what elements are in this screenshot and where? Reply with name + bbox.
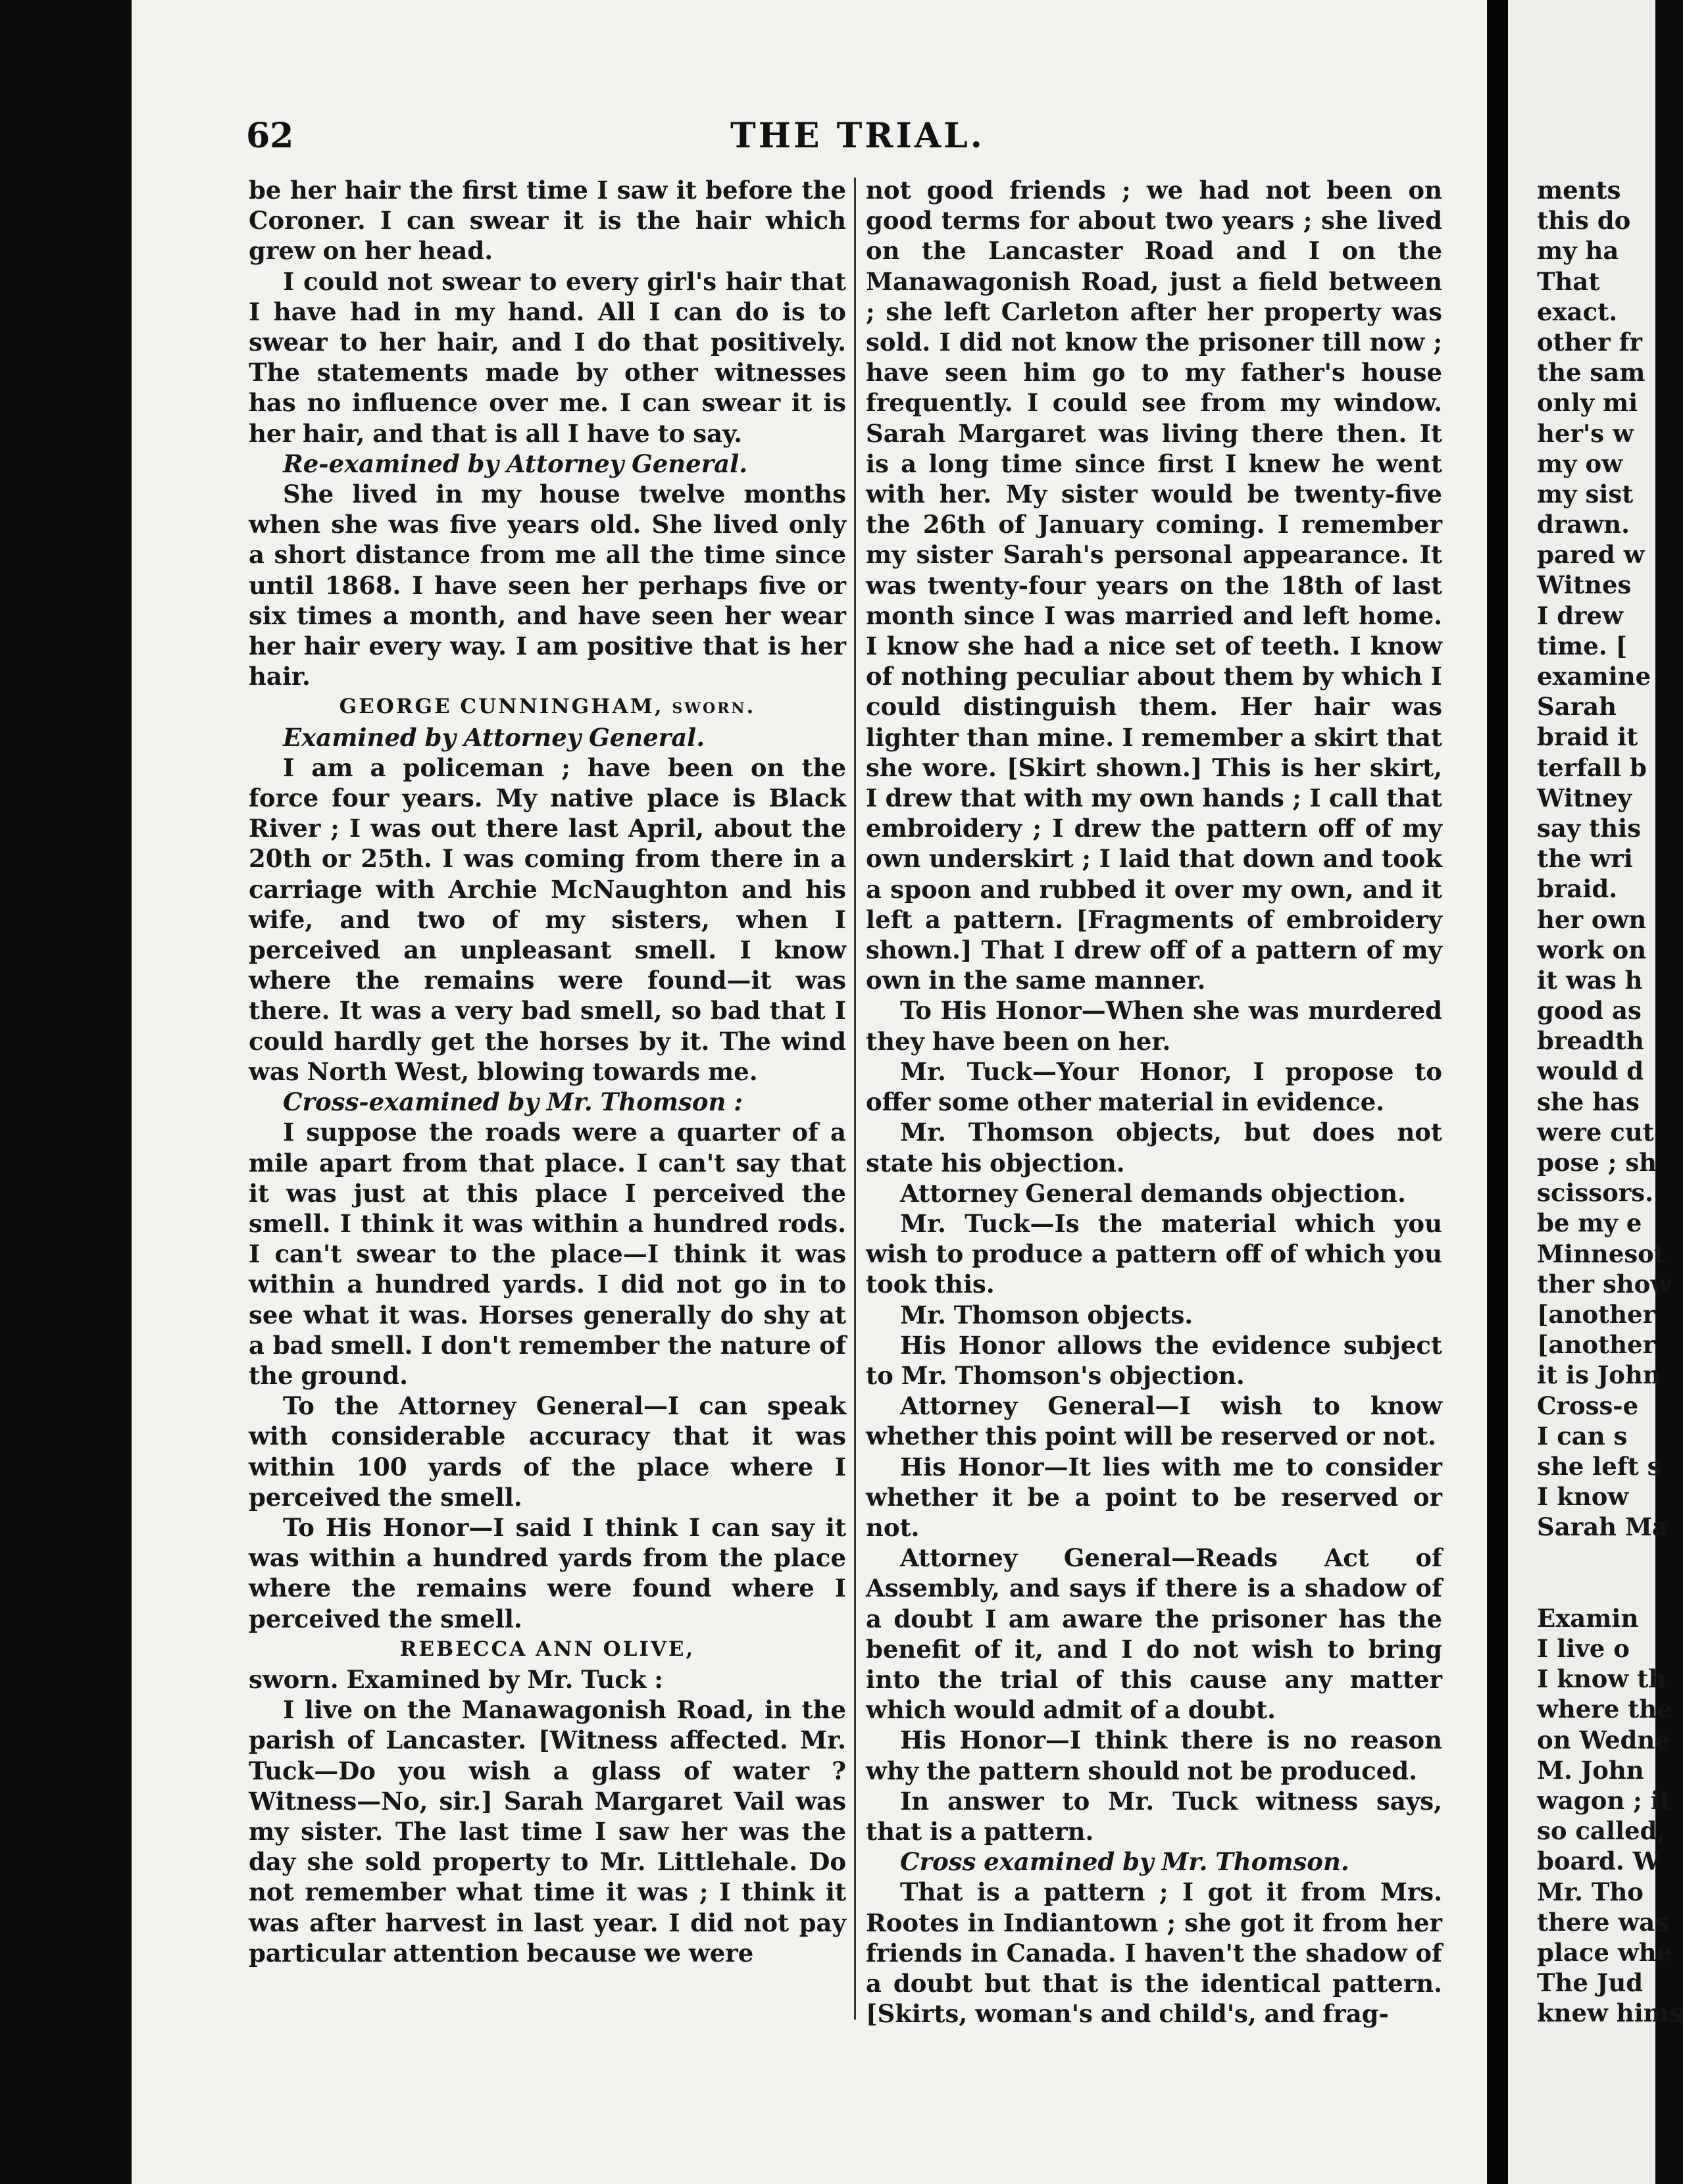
fragment-line: her's w	[1537, 418, 1634, 448]
paragraph: I live on the Manawagonish Road, in the parish of Lancaster. [Witness affected. Mr. Tuck—Do you wish a glass of water ? Witness—No, sir.] Sarah Margaret Vail was my sister. The last time I saw her was the day she sold property to Mr. Littlehale. Do not remember what time it was ; I think it was after harvest in last year. I did not pay particular attention because we were	[249, 1695, 846, 1968]
examination-heading: Re-examined by Attorney General.	[283, 449, 748, 478]
paragraph: His Honor—I think there is no reason why the pattern should not be produced.	[866, 1725, 1442, 1785]
fragment-line: my ow	[1537, 449, 1623, 478]
fragment-line: knew hims	[1537, 1998, 1683, 2028]
examination-heading: Cross-examined by Mr. Thomson :	[283, 1087, 743, 1117]
fragment-line: Mr. Tho	[1537, 1877, 1644, 1906]
paragraph: sworn. Examined by Mr. Tuck :	[249, 1664, 663, 1694]
fragment-line: her own	[1537, 905, 1647, 934]
examination-heading: Examined by Attorney General.	[283, 722, 705, 752]
text-column-right	[866, 175, 1442, 2148]
fragment-line: Sarah Ma	[1537, 1512, 1668, 1542]
fragment-line: place whe	[1537, 1937, 1672, 1967]
paragraph: His Honor allows the evidence subject to Mr. Thomson's objection.	[866, 1330, 1442, 1390]
paragraph: I suppose the roads were a quarter of a mile apart from that place. I can't say that it was just at this place I perceived the smell. I think it was within a hundred rods. I can't swear to the place—I think it was within a hundred yards. I did not go in to see what it was. Horses generally do shy at a bad smell. I don't remember the nature of the ground.	[249, 1118, 846, 1390]
paragraph: Mr. Tuck—Your Honor, I propose to offer some other material in evidence.	[866, 1056, 1442, 1117]
fragment-line: say this	[1537, 813, 1642, 843]
paragraph: Mr. Thomson objects, but does not state his objection.	[866, 1118, 1442, 1178]
fragment-line: The Jud	[1537, 1968, 1644, 1998]
paragraph: His Honor—It lies with me to consider whether it be a point to be reserved or not.	[866, 1452, 1442, 1542]
fragment-line: were cut	[1537, 1117, 1654, 1147]
fragment-line: the sam	[1537, 358, 1645, 387]
fragment-line: this do	[1537, 206, 1631, 236]
fragment-line: ments	[1537, 176, 1621, 205]
fragment-line: I know th	[1537, 1664, 1667, 1694]
fragment-line: my ha	[1537, 236, 1619, 266]
fragment-line: breadth	[1537, 1026, 1644, 1056]
paragraph: To His Honor—When she was murdered they have been on her.	[866, 996, 1442, 1056]
fragment-line: on Wedne	[1537, 1725, 1670, 1754]
facing-page-fragment	[1508, 0, 1683, 2184]
text-column-left	[249, 175, 846, 2148]
paragraph: That is a pattern ; I got it from Mrs. Rootes in Indiantown ; she got it from her friends in Canada. I haven't the shadow of a doubt but that is the identical pattern. [Skirts, woman's and child's, and frag-	[866, 1877, 1442, 2029]
paragraph: To His Honor—I said I think I can say it was within a hundred yards from the place where the remains were found where I perceived the smell.	[249, 1512, 846, 1633]
fragment-line	[1537, 1542, 1669, 1572]
fragment-line: braid it	[1537, 722, 1638, 752]
running-head: THE TRIAL.	[730, 116, 985, 156]
column-divider	[854, 178, 856, 2020]
facing-page-text	[1537, 175, 1683, 2148]
fragment-line: it is John	[1537, 1360, 1661, 1390]
examination-heading: Cross examined by Mr. Thomson.	[900, 1847, 1349, 1877]
fragment-line: it was h	[1537, 965, 1643, 995]
fragment-line: scissors.	[1537, 1178, 1653, 1208]
fragment-line: [another	[1537, 1299, 1656, 1329]
fragment-line: time. [	[1537, 631, 1628, 660]
paragraph: In answer to Mr. Tuck witness says, that is a pattern.	[866, 1786, 1442, 1846]
fragment-line: M. John	[1537, 1755, 1644, 1785]
fragment-line: she has	[1537, 1087, 1640, 1116]
fragment-line: braid.	[1537, 874, 1618, 904]
fragment-line: Witney	[1537, 783, 1632, 812]
fragment-line: other fr	[1537, 327, 1642, 357]
paragraph: be her hair the first time I saw it before the Coroner. I can swear it is the hair which grew on her head.	[249, 176, 846, 266]
fragment-line: the wri	[1537, 844, 1633, 874]
paragraph: Attorney General demands objection.	[900, 1178, 1406, 1208]
fragment-line: wagon ; it	[1537, 1785, 1671, 1815]
page-gutter	[1488, 0, 1508, 2184]
fragment-line: my sist	[1537, 479, 1634, 509]
fragment-line: ther show	[1537, 1269, 1672, 1299]
fragment-line: there was	[1537, 1907, 1669, 1937]
fragment-line: work on	[1537, 935, 1647, 964]
fragment-line: I live o	[1537, 1634, 1630, 1663]
paragraph: I am a policeman ; have been on the force four years. My native place is Black River ; I was out there last April, about the 20th or 25th. I was coming from there in a carriage with Archie McNaughton and his wife, and two of my sisters, when I perceived an unpleasant smell. I know where the remains were found—it was there. It was a very bad smell, so bad that I could hardly get the horses by it. The wind was North West, blowing towards me.	[249, 753, 846, 1086]
fragment-line	[1537, 1573, 1669, 1603]
fragment-line: board. W	[1537, 1847, 1661, 1876]
page-number: 62	[246, 116, 294, 156]
fragment-line: Minnesot	[1537, 1239, 1665, 1268]
fragment-line: Sarah	[1537, 692, 1617, 722]
fragment-line: I know	[1537, 1482, 1629, 1512]
paragraph: I could not swear to every girl's hair that I have had in my hand. All I can do is to swear to her hair, and I do that positively. The statements made by other witnesses has no influence over me. I can swear it is her hair, and that is all I have to say.	[249, 266, 846, 448]
fragment-line: pared w	[1537, 540, 1645, 570]
fragment-line: would d	[1537, 1056, 1644, 1086]
fragment-line: terfall b	[1537, 753, 1647, 782]
paragraph: Mr. Tuck—Is the material which you wish to produce a pattern off of which you took this.	[866, 1208, 1442, 1299]
fragment-line: good as	[1537, 996, 1642, 1026]
paragraph: Mr. Thomson objects.	[900, 1300, 1193, 1329]
fragment-line: [another	[1537, 1330, 1656, 1360]
fragment-line: be my e	[1537, 1208, 1642, 1238]
witness-heading: GEORGE CUNNINGHAM, sworn.	[339, 695, 756, 719]
witness-heading: REBECCA ANN OLIVE,	[399, 1637, 695, 1661]
fragment-line: pose ; sh	[1537, 1148, 1657, 1177]
paragraph: not good friends ; we had not been on good terms for about two years ; she lived on the Lancaster Road and I on the Manawagonish Road, just a field between ; she left Carleton after her property was sold. I did not know the prisoner till now ; have seen him go to my father's house frequently. I could see from my window. Sarah Margaret was living there then. It is a long time since first I knew he went with her. My sister would be twenty-five the 26th of January coming. I remember my sister Sarah's personal appearance. It was twenty-four years on the 18th of last month since I was married and left home. I know she had a nice set of teeth. I know of nothing peculiar about them by which I could distinguish them. Her hair was lighter than mine. I remember a skirt that she wore. [Skirt shown.] This is her skirt, I drew that with my own hands ; I call that embroidery ; I drew the pattern off of my own underskirt ; I laid that down and took a spoon and rubbed it over my own, and it left a pattern. [Fragments of embroidery shown.] That I drew off of a pattern of my own in the same manner.	[866, 176, 1442, 995]
fragment-line: Examin	[1537, 1603, 1639, 1633]
fragment-line: so called,	[1537, 1816, 1666, 1846]
fragment-line: exact.	[1537, 297, 1618, 326]
paragraph: To the Attorney General—I can speak with considerable accuracy that it was within 100 yards of the place where I perceived the smell.	[249, 1391, 846, 1512]
fragment-line: she left s	[1537, 1451, 1661, 1481]
fragment-line: I can s	[1537, 1421, 1628, 1451]
fragment-line: I drew	[1537, 601, 1623, 630]
fragment-line: only mi	[1537, 388, 1638, 418]
fragment-line: Witnes	[1537, 570, 1632, 600]
fragment-line: Cross-e	[1537, 1391, 1639, 1420]
fragment-line: That	[1537, 266, 1600, 296]
fragment-line: examine	[1537, 662, 1651, 691]
paragraph: Attorney General—Reads Act of Assembly, and says if there is a shadow of a doubt I am aware the prisoner has the benefit of it, and I do not wish to bring into the trial of this cause any matter which would admit of a doubt.	[866, 1543, 1442, 1725]
paragraph: Attorney General—I wish to know whether this point will be reserved or not.	[866, 1391, 1442, 1451]
paragraph: She lived in my house twelve months when she was five years old. She lived only a short distance from me all the time since until 1868. I have seen her perhaps five or six times a month, and have seen her wear her hair every way. I am positive that is her hair.	[249, 480, 846, 691]
fragment-line: drawn.	[1537, 510, 1630, 539]
fragment-line: where the	[1537, 1695, 1672, 1724]
